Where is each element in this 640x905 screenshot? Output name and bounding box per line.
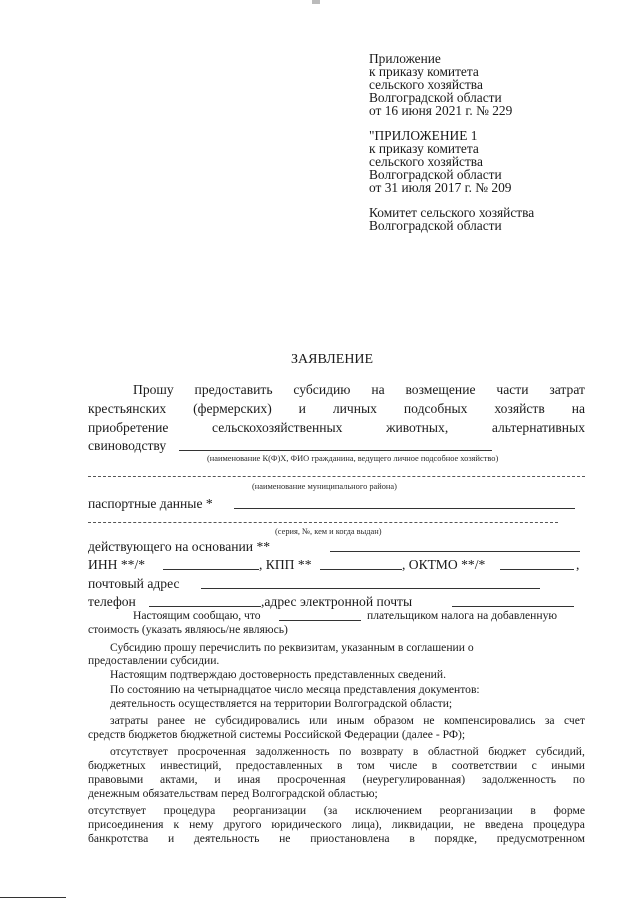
word: ликвидации, <box>391 818 454 831</box>
passport-field[interactable] <box>234 496 575 509</box>
header-line: Волгоградской области <box>369 90 502 105</box>
transfer-line-1: Субсидию прошу перечислить по реквизитам, указанным в соглашении о <box>110 641 474 654</box>
word: иным <box>336 714 365 727</box>
word: и <box>167 832 175 845</box>
debt-line-3 <box>88 773 585 786</box>
word: нему <box>189 818 214 831</box>
word: счет <box>563 714 585 727</box>
request-line-4: свиноводству <box>88 438 167 453</box>
word: затрат <box>549 382 585 397</box>
word: исключением <box>355 804 422 817</box>
word: правовыми <box>88 773 144 786</box>
passport-label: паспортные данные * <box>88 496 213 511</box>
word: не <box>463 818 475 831</box>
as-of-line: По состоянию на четырнадцатое число месяца представления документов: <box>110 683 480 696</box>
kpp-field[interactable] <box>320 557 402 570</box>
applicant-name-field[interactable] <box>179 438 492 451</box>
tax-text-post: плательщиком налога на добавленную <box>367 609 558 622</box>
document-title: ЗАЯВЛЕНИЕ <box>291 352 374 367</box>
word: бюджетных <box>88 759 146 772</box>
debt-line-1 <box>110 745 585 758</box>
basis-field[interactable] <box>330 539 580 552</box>
header-line: сельского хозяйства <box>369 154 483 169</box>
word: другого <box>223 818 262 831</box>
word: на <box>571 401 585 416</box>
word: предусмотренном <box>496 832 585 845</box>
district-field[interactable] <box>88 466 585 477</box>
word: Прошу <box>133 382 174 397</box>
word: (неурегулированная) <box>362 773 466 786</box>
word: иная <box>237 773 261 786</box>
postal-field[interactable] <box>201 576 540 589</box>
tax-text-line2: стоимость (указать являюсь/не являюсь) <box>88 623 288 636</box>
word: приостановлена <box>310 832 390 845</box>
word: к <box>173 818 180 831</box>
word: не <box>279 832 291 845</box>
word: сельскохозяйственных <box>212 420 343 435</box>
word: реорганизации <box>232 804 307 817</box>
word: не <box>423 714 435 727</box>
oktmo-field[interactable] <box>500 557 574 570</box>
word: с <box>531 759 537 772</box>
word: процедура <box>163 804 216 817</box>
word: ранее <box>157 714 185 727</box>
word: соответствии <box>451 759 518 772</box>
word: деятельность <box>193 832 260 845</box>
costs-line-1 <box>110 714 585 727</box>
word: и <box>214 773 221 786</box>
reorg-line-1 <box>88 804 585 817</box>
basis-label: действующего на основании ** <box>88 539 271 554</box>
word: или <box>309 714 328 727</box>
passport-field-cont[interactable] <box>88 512 558 523</box>
word: форме <box>553 804 585 817</box>
word: образом <box>373 714 414 727</box>
activity-line: деятельность осуществляется на территории Волгоградской области; <box>110 697 453 710</box>
word: в <box>336 759 343 772</box>
word: не <box>194 714 206 727</box>
word: актами, <box>160 773 198 786</box>
header-line: Волгоградской области <box>369 167 502 182</box>
request-line-2 <box>88 401 585 417</box>
page-edge-rule <box>0 897 66 898</box>
word: подсобных <box>403 401 468 416</box>
debt-line-4: денежным обязательствам перед Волгоградской областью; <box>88 787 378 800</box>
word: крестьянских <box>88 401 167 416</box>
word: альтернативных <box>491 420 585 435</box>
word: в <box>530 804 536 817</box>
word: присоединения <box>88 818 164 831</box>
word: инвестиций, <box>160 759 222 772</box>
header-line: от 16 июня 2021 г. № 229 <box>369 103 513 118</box>
word: просроченная <box>277 773 346 786</box>
word: по <box>339 745 352 758</box>
kpp-label: , КПП ** <box>259 557 312 572</box>
word: по <box>572 773 585 786</box>
word: предоставленных <box>235 759 323 772</box>
word: приобретение <box>88 420 169 435</box>
email-label: ,адрес электронной почты <box>261 594 413 609</box>
word: процедура <box>533 818 585 831</box>
caption-applicant: (наименование К(Ф)Х, ФИО гражданина, ведущего личное подсобное хозяйство) <box>207 454 499 463</box>
tax-status-field[interactable] <box>279 608 361 621</box>
header-line: Приложение <box>369 51 441 66</box>
header-line: Комитет сельского хозяйства <box>369 205 535 220</box>
word: банкротства <box>88 832 149 845</box>
word: и <box>298 401 306 416</box>
word: субсидировались <box>215 714 300 727</box>
caption-passport: (серия, №, кем и когда выдан) <box>275 527 382 536</box>
reorg-line-2 <box>88 818 585 831</box>
header-line: к приказу комитета <box>369 64 479 79</box>
caption-district: (наименование муниципального района) <box>252 482 397 491</box>
word: животных, <box>386 420 449 435</box>
word: в <box>431 759 438 772</box>
header-line: "ПРИЛОЖЕНИЕ 1 <box>369 128 478 143</box>
oktmo-label: , ОКТМО **/* <box>402 557 486 572</box>
transfer-line-2: предоставлении субсидии. <box>88 654 220 667</box>
confirm-line: Настоящим подтверждаю достоверность представленных сведений. <box>110 668 446 681</box>
request-line-3 <box>88 420 585 436</box>
word: (фермерских) <box>193 401 272 416</box>
word: задолженность <box>481 773 557 786</box>
debt-line-2 <box>88 759 585 772</box>
request-line-1 <box>133 382 585 398</box>
phone-field[interactable] <box>149 594 261 607</box>
costs-line-2: средств бюджетов бюджетной системы Российской Федерации (далее - РФ); <box>88 728 466 741</box>
word: в <box>412 745 419 758</box>
scan-artifact <box>312 0 320 4</box>
word: областной <box>427 745 479 758</box>
word: субсидий, <box>535 745 585 758</box>
word: отсутствует <box>88 804 146 817</box>
word: задолженность <box>255 745 330 758</box>
word: возврату <box>360 745 404 758</box>
inn-field[interactable] <box>163 557 259 570</box>
word: личных <box>332 401 377 416</box>
word: иными <box>551 759 585 772</box>
oktmo-comma: , <box>576 557 580 572</box>
header-line: от 31 июля 2017 г. № 209 <box>369 180 512 195</box>
header-line: сельского хозяйства <box>369 77 483 92</box>
word: числе <box>389 759 418 772</box>
word: просроченная <box>177 745 246 758</box>
word: за <box>544 714 555 727</box>
word: введена <box>484 818 524 831</box>
word: том <box>356 759 375 772</box>
header-line: к приказу комитета <box>369 141 479 156</box>
email-field[interactable] <box>452 594 574 607</box>
phone-label: телефон <box>88 594 136 609</box>
word: в <box>409 832 415 845</box>
word: предоставить <box>194 382 273 397</box>
word: затраты <box>110 714 149 727</box>
word: возмещение <box>405 382 476 397</box>
word: бюджет <box>488 745 527 758</box>
word: части <box>496 382 529 397</box>
word: юридического <box>271 818 342 831</box>
word: хозяйств <box>494 401 545 416</box>
inn-label: ИНН **/* <box>88 557 146 572</box>
word: компенсировались <box>443 714 536 727</box>
postal-label: почтовый адрес <box>88 576 180 591</box>
word: порядке, <box>434 832 477 845</box>
reorg-line-3 <box>88 832 585 845</box>
word: субсидию <box>293 382 351 397</box>
tax-text-pre: Настоящим сообщаю, что <box>133 609 261 622</box>
word: лица), <box>351 818 382 831</box>
header-line: Волгоградской области <box>369 218 502 233</box>
word: на <box>371 382 385 397</box>
word: реорганизации <box>439 804 513 817</box>
word: (за <box>323 804 338 817</box>
word: отсутствует <box>110 745 168 758</box>
